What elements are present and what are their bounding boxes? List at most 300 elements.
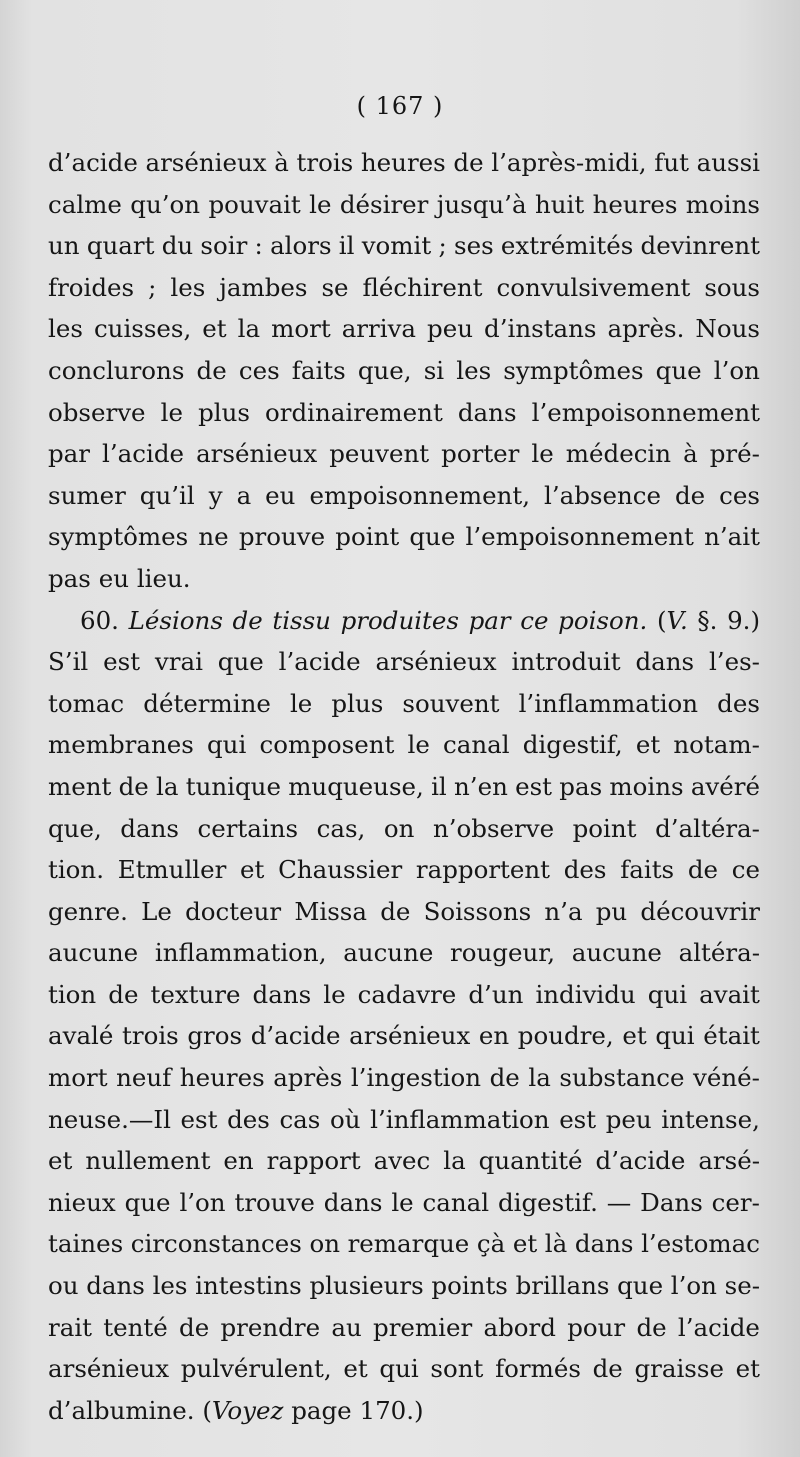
word: de	[380, 896, 411, 926]
word: pulvérulent,	[180, 1354, 332, 1384]
word: devinrent	[640, 231, 760, 261]
word: et	[343, 1354, 368, 1384]
text-line	[48, 932, 760, 974]
word: d’un	[468, 979, 524, 1009]
word: huit	[534, 189, 585, 219]
word: ce	[731, 855, 760, 885]
text-line	[48, 1348, 760, 1390]
word: qu’il	[139, 480, 195, 510]
text-line	[48, 1182, 760, 1224]
word: désirer	[339, 189, 429, 219]
text-line	[48, 558, 760, 600]
word: peuvent	[329, 439, 430, 469]
word: jambes	[219, 272, 308, 302]
word: l’ingestion	[350, 1063, 482, 1093]
word: substance	[559, 1063, 685, 1093]
word: l’acide	[278, 647, 361, 677]
word: d’acide	[595, 1146, 686, 1176]
word: Le	[141, 896, 172, 926]
word: circonstances	[130, 1229, 302, 1259]
body-text	[48, 142, 760, 1431]
word: S’il	[48, 647, 89, 677]
word: arsénieux	[145, 148, 267, 177]
word: alors	[270, 231, 332, 261]
text-line	[48, 142, 760, 184]
word: ne	[198, 522, 229, 552]
word: qu’on	[130, 189, 201, 219]
word: par	[48, 439, 91, 469]
word: intense,	[661, 1104, 760, 1134]
word: fléchirent	[362, 272, 483, 302]
word: trois	[122, 1021, 179, 1051]
word: à	[274, 148, 289, 177]
text-line	[48, 1390, 760, 1432]
word: sumer	[48, 480, 126, 510]
word: moins	[609, 771, 684, 801]
word: en	[478, 1021, 510, 1051]
word: dans	[457, 397, 517, 427]
word: tunique	[185, 771, 281, 801]
word: Lésions	[128, 605, 223, 635]
word: n’observe	[432, 813, 555, 843]
word: conclurons	[48, 355, 185, 385]
word: trois	[296, 148, 354, 177]
word: et	[735, 1354, 760, 1384]
word: le	[407, 730, 430, 760]
text-line	[48, 516, 760, 558]
word: cas	[279, 1104, 321, 1134]
word: jusqu’à	[436, 189, 527, 219]
word: digestif.	[497, 1187, 598, 1217]
word: gros	[187, 1021, 243, 1051]
word: trouve	[234, 1187, 315, 1217]
word: certains	[197, 813, 299, 843]
word: arriva	[341, 314, 417, 344]
word: l’après-midi,	[491, 148, 647, 177]
word: l’estomac	[641, 1229, 760, 1259]
word: neuf	[116, 1063, 172, 1093]
text-line	[48, 475, 760, 517]
word: peu	[605, 1104, 652, 1134]
word: introduit	[511, 647, 621, 677]
word: texture	[150, 979, 241, 1009]
word: produites	[340, 605, 459, 635]
word: ce	[520, 605, 549, 635]
text-line	[48, 724, 760, 766]
word: la	[237, 314, 261, 344]
word: est	[515, 771, 553, 801]
word: taines	[48, 1229, 124, 1259]
text-line	[48, 1057, 760, 1099]
word: froides	[48, 272, 135, 302]
word: des	[717, 688, 760, 718]
word: le	[531, 439, 554, 469]
word: Etmuller	[117, 855, 227, 885]
word: ordinairement	[265, 397, 443, 427]
word: et	[635, 730, 661, 760]
word: qui	[207, 730, 247, 760]
text-line	[48, 308, 760, 350]
word: prendre	[220, 1312, 321, 1342]
word: —	[606, 1187, 632, 1217]
word: il	[338, 231, 355, 261]
word: heures	[179, 1063, 265, 1093]
word: brillans	[515, 1271, 610, 1301]
word: souvent	[402, 688, 500, 718]
word: on	[309, 1229, 340, 1259]
word: avéré	[690, 771, 760, 801]
word: se	[321, 272, 349, 302]
word: plus	[331, 688, 384, 718]
word: graisse	[634, 1354, 724, 1384]
word: de	[592, 1354, 623, 1384]
word: l’on	[179, 1187, 226, 1217]
word: ;	[148, 272, 157, 302]
word: premier	[373, 1312, 473, 1342]
word: rapportent	[415, 855, 551, 885]
word: le	[391, 1187, 414, 1217]
word: l’empoisonnement	[465, 522, 694, 552]
word: observe	[48, 397, 146, 427]
word: §.	[697, 605, 718, 635]
word: a	[236, 480, 252, 510]
word: là	[544, 1229, 568, 1259]
word: extrémités	[500, 231, 634, 261]
text-line	[48, 267, 760, 309]
word: est	[180, 1104, 218, 1134]
word: faits	[291, 355, 346, 385]
word: tion.	[48, 855, 104, 885]
word: après.	[607, 314, 685, 344]
word: l’acide	[677, 1312, 760, 1342]
word: mort	[48, 1063, 108, 1093]
word: découvrir	[640, 896, 760, 926]
word: à	[683, 439, 698, 469]
word: nullement	[85, 1146, 211, 1176]
word: qui	[379, 1354, 419, 1384]
text-line	[48, 849, 760, 891]
word: aussi	[696, 148, 760, 177]
word: n’en	[454, 771, 508, 801]
text-line	[48, 392, 760, 434]
word: tissu	[272, 605, 331, 635]
word: Soissons	[423, 896, 532, 926]
word: la	[528, 1063, 551, 1093]
text-line	[48, 225, 760, 267]
word: n’ait	[704, 522, 760, 552]
word: cuisses,	[93, 314, 192, 344]
word: dans	[574, 1229, 634, 1259]
word: point	[335, 522, 400, 552]
word: le	[289, 688, 313, 718]
word: l’acide	[102, 439, 185, 469]
word: tion	[48, 979, 97, 1009]
text-line	[48, 184, 760, 226]
word: de	[674, 480, 706, 510]
word: pu	[595, 896, 628, 926]
word: 170.)	[359, 1395, 424, 1425]
word: qui	[655, 1021, 695, 1051]
text-line	[48, 600, 760, 642]
word: que	[124, 1187, 171, 1217]
word: prouve	[238, 522, 326, 552]
word: dans	[252, 979, 312, 1009]
text-line	[48, 350, 760, 392]
word: fut	[654, 148, 689, 177]
word: un	[48, 231, 80, 261]
word: abord	[483, 1312, 556, 1342]
word: docteur	[185, 896, 282, 926]
word: d’acide	[250, 1021, 341, 1051]
word: le	[160, 397, 183, 427]
word: page	[291, 1395, 352, 1425]
word: heures	[592, 189, 678, 219]
word: individu	[535, 979, 636, 1009]
word: l’inflammation	[370, 1104, 550, 1134]
word: intestins	[195, 1271, 302, 1301]
word: notam-	[673, 730, 760, 760]
word: quart	[86, 231, 155, 261]
text-line	[48, 766, 760, 808]
word: dans	[323, 1187, 383, 1217]
word: empoisonnement,	[309, 480, 530, 510]
text-line	[48, 808, 760, 850]
word: détermine	[143, 688, 271, 718]
word: et	[202, 314, 227, 344]
word: poison.	[558, 605, 648, 635]
word: peu	[427, 314, 474, 344]
word: ;	[438, 231, 447, 261]
word: porter	[441, 439, 520, 469]
word: d’albumine.	[48, 1395, 195, 1425]
word: dans	[86, 1271, 145, 1301]
word: cer-	[711, 1187, 760, 1217]
text-line	[48, 1015, 760, 1057]
word: avait	[699, 979, 760, 1009]
word: ses	[454, 231, 494, 261]
word: pouvait	[208, 189, 301, 219]
word: canal	[422, 1187, 490, 1217]
word: l’on	[713, 355, 760, 385]
word: véné-	[693, 1063, 760, 1093]
word: des	[563, 855, 607, 885]
word: ou	[48, 1271, 79, 1301]
word: :	[254, 231, 263, 261]
word: Nous	[695, 314, 760, 344]
word: arsénieux	[375, 647, 497, 677]
word: que	[217, 647, 264, 677]
word: se-	[724, 1271, 760, 1301]
word: ces	[238, 355, 280, 385]
word: était	[703, 1021, 760, 1051]
word: rait	[48, 1312, 92, 1342]
text-line	[48, 1223, 760, 1265]
word: d’acide	[48, 148, 138, 177]
word: ces	[719, 480, 760, 510]
word: aucune	[571, 938, 662, 968]
word: heures	[360, 148, 446, 177]
word: lieu.	[136, 563, 191, 593]
word: les	[152, 1271, 188, 1301]
word: genre.	[48, 896, 128, 926]
word: en	[223, 1146, 254, 1176]
word: est	[559, 1104, 597, 1134]
word: aucune	[343, 938, 434, 968]
text-line	[48, 641, 760, 683]
word: il	[431, 771, 447, 801]
word: convulsivement	[496, 272, 691, 302]
word: par	[468, 605, 511, 635]
word: quantité	[478, 1146, 583, 1176]
word: si	[423, 355, 445, 385]
word: 60.	[80, 605, 119, 635]
word: rapport	[266, 1146, 361, 1176]
word: que	[617, 1271, 664, 1301]
word: membranes	[48, 730, 194, 760]
word: médecin	[565, 439, 672, 469]
word: y	[208, 480, 223, 510]
word: des	[227, 1104, 270, 1134]
word: le	[323, 979, 346, 1009]
word: d’instans	[484, 314, 597, 344]
word: que,	[357, 355, 412, 385]
word: plusieurs	[309, 1271, 424, 1301]
page-number: ( 167 )	[356, 92, 444, 120]
word: poudre,	[517, 1021, 614, 1051]
word: vrai	[154, 647, 203, 677]
word: remarque	[347, 1229, 470, 1259]
word: et	[622, 1021, 647, 1051]
word: arsénieux	[48, 1354, 170, 1384]
word: altéra-	[678, 938, 760, 968]
word: pas	[559, 771, 603, 801]
word: avalé	[48, 1021, 114, 1051]
word: muqueuse,	[288, 771, 424, 801]
word: point	[572, 813, 637, 843]
word: Chaussier	[278, 855, 403, 885]
word: moins	[685, 189, 760, 219]
word: de	[108, 979, 139, 1009]
word: composent	[259, 730, 395, 760]
word: (V.	[656, 605, 688, 635]
word: l’inflammation	[518, 688, 699, 718]
word: et	[512, 1229, 538, 1259]
word: que	[655, 355, 702, 385]
word: cadavre	[357, 979, 457, 1009]
word: dans	[120, 813, 179, 843]
word: qui	[647, 979, 688, 1009]
word: sous	[704, 272, 760, 302]
word: avec	[373, 1146, 431, 1176]
word: n’a	[544, 896, 583, 926]
word: calme	[48, 189, 122, 219]
word: tenté	[103, 1312, 168, 1342]
word: les	[48, 314, 83, 344]
word: arsénieux	[196, 439, 318, 469]
word: les	[170, 272, 206, 302]
word: nieux	[48, 1187, 116, 1217]
text-line	[48, 1265, 760, 1307]
word: de	[232, 605, 263, 635]
word: symptômes	[503, 355, 644, 385]
word: 9.)	[727, 605, 760, 635]
word: aucune	[48, 938, 139, 968]
word: arsénieux	[349, 1021, 471, 1051]
word: que,	[48, 813, 102, 843]
word: d’altéra-	[655, 813, 760, 843]
word: la	[443, 1146, 466, 1176]
word: pas	[48, 563, 91, 593]
word: que	[409, 522, 456, 552]
word: la	[156, 771, 179, 801]
word: de	[179, 1312, 210, 1342]
word: est	[103, 647, 141, 677]
word: du	[161, 231, 194, 261]
word: de	[453, 148, 484, 177]
word: de	[196, 355, 227, 385]
text-line	[48, 433, 760, 475]
word: et	[48, 1146, 73, 1176]
word: faits	[620, 855, 675, 885]
word: ment	[48, 771, 112, 801]
word: canal	[443, 730, 510, 760]
word: rougeur,	[450, 938, 556, 968]
word: de	[489, 1063, 520, 1093]
word: tomac	[48, 688, 125, 718]
word: on	[383, 813, 415, 843]
word: inflammation,	[154, 938, 327, 968]
word: le	[309, 189, 332, 219]
word: de	[687, 855, 719, 885]
word: pour	[567, 1312, 626, 1342]
word: soir	[200, 231, 248, 261]
word: de	[636, 1312, 667, 1342]
text-line	[48, 1140, 760, 1182]
word: au	[331, 1312, 362, 1342]
word: mort	[271, 314, 331, 344]
word: eu	[98, 563, 129, 593]
word: neuse.—Il	[48, 1104, 171, 1134]
word: vomit	[361, 231, 432, 261]
word: symptômes	[48, 522, 189, 552]
word: l’on	[670, 1271, 717, 1301]
word: formés	[495, 1354, 581, 1384]
text-line	[48, 974, 760, 1016]
word: çà	[476, 1229, 506, 1259]
word: les	[456, 355, 492, 385]
word: pré-	[709, 439, 760, 469]
word: digestif,	[522, 730, 623, 760]
word: de	[118, 771, 149, 801]
word: l’empoisonnement	[531, 397, 760, 427]
text-line	[48, 1307, 760, 1349]
word: arsé-	[698, 1146, 760, 1176]
text-line	[48, 683, 760, 725]
word: Missa	[294, 896, 367, 926]
text-line	[48, 891, 760, 933]
word: Dans	[640, 1187, 703, 1217]
word: eu	[265, 480, 296, 510]
word: où	[329, 1104, 361, 1134]
text-line	[48, 1099, 760, 1141]
word: plus	[198, 397, 250, 427]
word: l’es-	[708, 647, 760, 677]
word: après	[273, 1063, 343, 1093]
word: sont	[430, 1354, 484, 1384]
word: et	[240, 855, 265, 885]
word: cas,	[316, 813, 366, 843]
word: (Voyez	[202, 1395, 284, 1425]
